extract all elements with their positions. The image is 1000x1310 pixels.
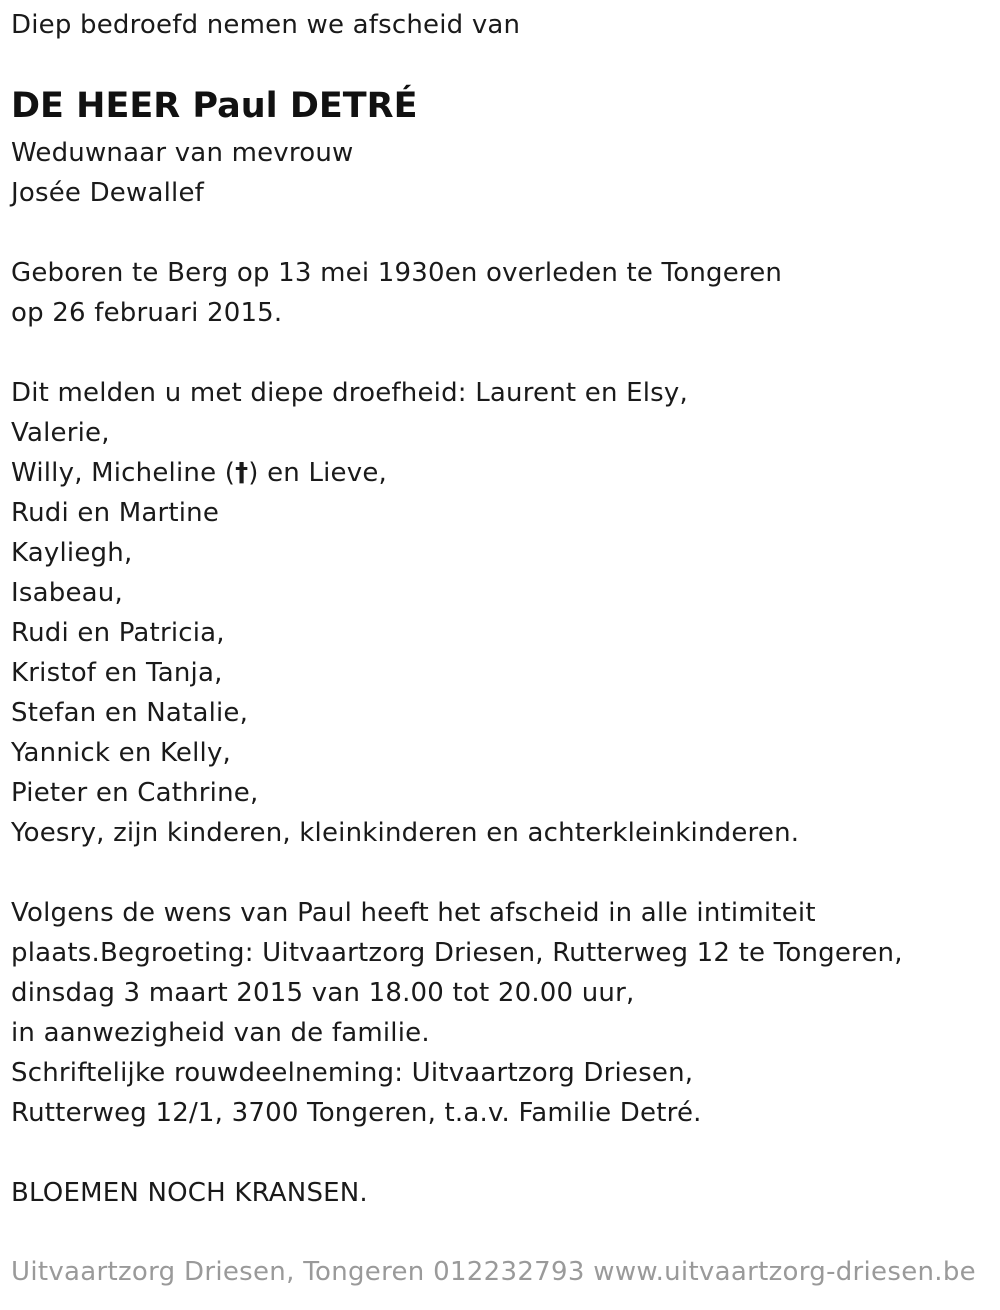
spouse-line-1: Weduwnaar van mevrouw: [11, 138, 354, 168]
family-line-12: Yoesry, zijn kinderen, kleinkinderen en achterkleinkinderen.: [11, 818, 800, 848]
ceremony-line-4: in aanwezigheid van de familie.: [11, 1018, 430, 1048]
family-line-3: [11, 453, 387, 493]
ceremony-line-3: dinsdag 3 maart 2015 van 18.00 tot 20.00 uur,: [11, 978, 635, 1008]
family-line-4: Rudi en Martine: [11, 498, 220, 528]
flowers-notice: BLOEMEN NOCH KRANSEN.: [11, 1178, 368, 1208]
family-line-3-end: ) en Lieve,: [248, 458, 387, 488]
birth-line-1: Geboren te Berg op 13 mei 1930en overleden te Tongeren: [11, 258, 783, 288]
deceased-name: DE HEER Paul DETRÉ: [11, 86, 418, 126]
ceremony-line-5: Schriftelijke rouwdeelneming: Uitvaartzorg Driesen,: [11, 1058, 694, 1088]
family-line-10: Yannick en Kelly,: [11, 738, 232, 768]
family-line-5: Kayliegh,: [11, 538, 133, 568]
birth-line-2: op 26 februari 2015.: [11, 298, 283, 328]
ceremony-line-2: plaats.Begroeting: Uitvaartzorg Driesen, Rutterweg 12 te Tongeren,: [11, 938, 903, 968]
intro-text: Diep bedroefd nemen we afscheid van: [11, 10, 521, 40]
funeral-home-footer: Uitvaartzorg Driesen, Tongeren 012232793 www.uitvaartzorg-driesen.be: [11, 1257, 976, 1287]
cross-icon: †: [235, 458, 249, 488]
family-line-1: Dit melden u met diepe droefheid: Laurent en Elsy,: [11, 378, 688, 408]
ceremony-line-6: Rutterweg 12/1, 3700 Tongeren, t.a.v. Familie Detré.: [11, 1098, 702, 1128]
family-line-9: Stefan en Natalie,: [11, 698, 249, 728]
family-line-7: Rudi en Patricia,: [11, 618, 225, 648]
spouse-line-2: Josée Dewallef: [11, 178, 204, 208]
family-line-8: Kristof en Tanja,: [11, 658, 223, 688]
family-line-3-start: Willy, Micheline (: [11, 458, 236, 488]
family-line-2: Valerie,: [11, 418, 110, 448]
ceremony-line-1: Volgens de wens van Paul heeft het afscheid in alle intimiteit: [11, 898, 816, 928]
family-line-11: Pieter en Cathrine,: [11, 778, 259, 808]
family-line-6: Isabeau,: [11, 578, 123, 608]
